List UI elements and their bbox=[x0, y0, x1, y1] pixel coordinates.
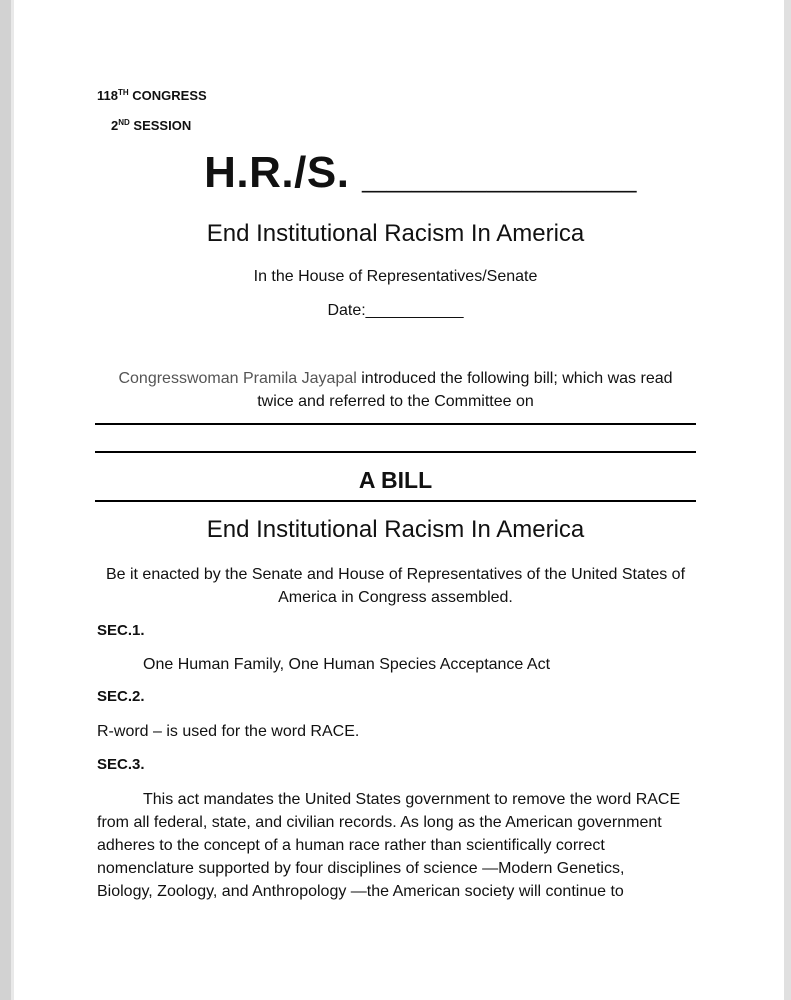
sponsor-name: Congresswoman Pramila Jayapal bbox=[118, 370, 357, 387]
congress-number: 118 bbox=[97, 88, 118, 103]
enacting-clause-line-2: America in Congress assembled. bbox=[278, 589, 513, 606]
chamber-line: In the House of Representatives/Senate bbox=[253, 268, 538, 285]
section-3-line-1: This act mandates the United States government to remove the word RACE bbox=[143, 791, 681, 808]
section-1-text: One Human Family, One Human Species Acceptance Act bbox=[143, 656, 551, 673]
date-line: Date:___________ bbox=[327, 302, 464, 319]
bill-number: H.R./S. ___________ bbox=[204, 148, 637, 197]
session-label bbox=[111, 118, 191, 133]
introduction-line-2: twice and referred to the Committee on bbox=[257, 393, 534, 410]
introduction-text: introduced the following bill; which was read bbox=[356, 370, 673, 387]
divider-rule-2 bbox=[95, 451, 696, 453]
section-1-label: SEC.1. bbox=[97, 622, 145, 639]
session-number: 2 bbox=[111, 118, 119, 133]
section-2-label: SEC.2. bbox=[97, 688, 145, 705]
divider-rule-1 bbox=[95, 423, 696, 425]
section-3-line-2: from all federal, state, and civilian records. As long as the American government bbox=[97, 814, 662, 831]
session-word: SESSION bbox=[129, 118, 192, 133]
section-3-line-5: Biology, Zoology, and Anthropology —the American society will continue to bbox=[97, 883, 624, 900]
bill-title: End Institutional Racism In America bbox=[206, 516, 585, 543]
congress-superscript: TH bbox=[117, 88, 129, 97]
section-3-line-4: nomenclature supported by four disciplines of science —Modern Genetics, bbox=[97, 860, 625, 877]
congress-label bbox=[97, 88, 207, 103]
short-title: End Institutional Racism In America bbox=[206, 220, 585, 247]
section-3-label: SEC.3. bbox=[97, 756, 145, 773]
introduction-line-1 bbox=[95, 367, 696, 390]
enacting-clause-line-1: Be it enacted by the Senate and House of Representatives of the United States of bbox=[105, 566, 686, 583]
session-superscript: ND bbox=[118, 118, 130, 127]
bill-heading: A BILL bbox=[358, 467, 433, 493]
congress-word: CONGRESS bbox=[128, 88, 207, 103]
section-3-line-3: adheres to the concept of a human race rather than scientifically correct bbox=[97, 837, 605, 854]
section-3-text bbox=[97, 788, 697, 903]
section-2-text: R-word – is used for the word RACE. bbox=[97, 723, 360, 740]
divider-rule-3 bbox=[95, 500, 696, 502]
